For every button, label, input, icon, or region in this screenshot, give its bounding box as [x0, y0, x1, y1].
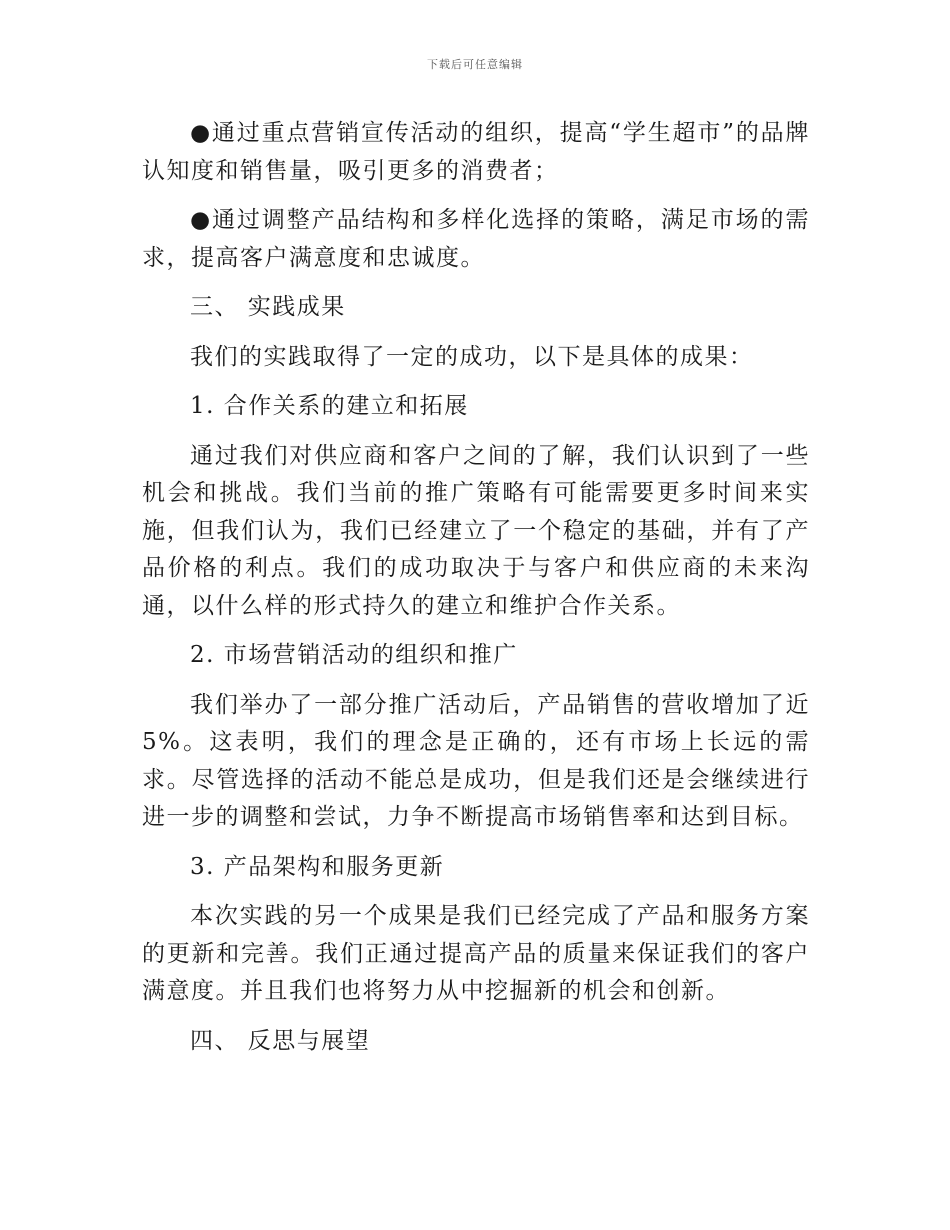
bullet-paragraph-brand: ●通过重点营销宣传活动的组织，提高“学生超市”的品牌认知度和销售量，吸引更多的消费者；: [142, 120, 810, 184]
subheading-product-service: 3. 产品架构和服务更新: [190, 853, 445, 880]
paragraph-results-intro: 我们的实践取得了一定的成功，以下是具体的成果：: [190, 343, 754, 370]
paragraph-product-service: 本次实践的另一个成果是我们已经完成了产品和服务方案的更新和完善。我们正通过提高产品的质量来保证我们的客户满意度。并且我们也将努力从中挖掘新的机会和创新。: [142, 903, 810, 1004]
page-header: 下载后可任意编辑: [427, 58, 523, 71]
subheading-partnership: 1. 合作关系的建立和拓展: [190, 393, 469, 419]
subheading-marketing: 2. 市场营销活动的组织和推广: [190, 642, 518, 668]
paragraph-marketing: 我们举办了一部分推广活动后，产品销售的营收增加了近5%。这表明，我们的理念是正确的，还有市场上长远的需求。尽管选择的活动不能总是成功，但是我们还是会继续进行进一步的调整和尝试，力争不断提高市场销售率和达到目标。: [142, 691, 810, 830]
section-heading-reflection: 四、 反思与展望: [190, 1027, 371, 1054]
bullet-paragraph-product: ●通过调整产品结构和多样化选择的策略，满足市场的需求，提高客户满意度和忠诚度。: [142, 207, 810, 271]
section-heading-results: 三、 实践成果: [190, 294, 346, 320]
document-body: [142, 115, 810, 1072]
paragraph-partnership: 通过我们对供应商和客户之间的了解，我们认识到了一些机会和挑战。我们当前的推广策略有可能需要更多时间来实施，但我们认为，我们已经建立了一个稳定的基础，并有了产品价格的利点。我们的成功取决于与客户和供应商的未来沟通，以什么样的形式持久的建立和维护合作关系。: [142, 442, 810, 619]
